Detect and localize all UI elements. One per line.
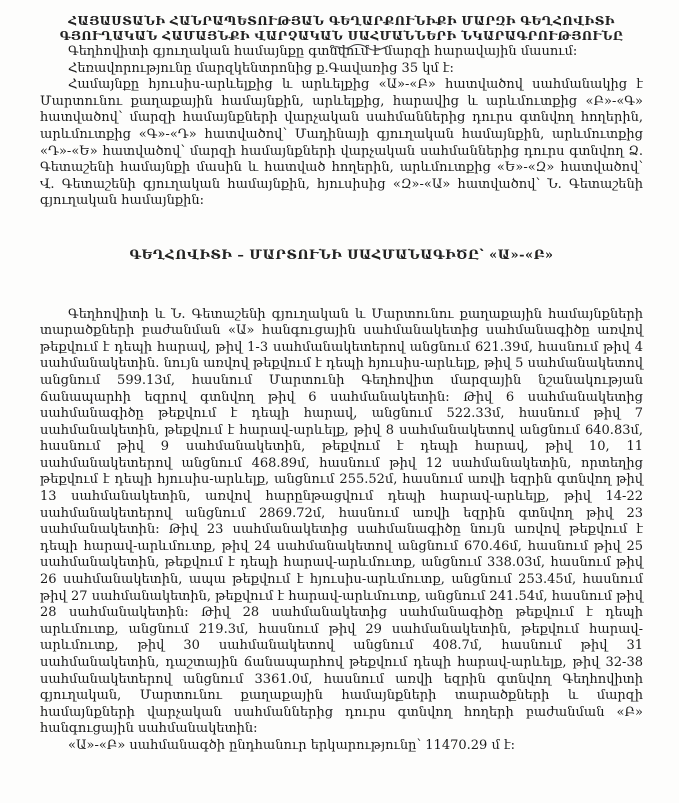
document-title-line1: ՀԱՅԱՍՏԱՆԻ ՀԱՆՐԱՊԵՏՈՒԹՅԱՆ ԳԵՂԱՐՔՈՒՆԻՔԻ ՄԱՐԶԻ ԳԵՂՀՈՎԻՏԻ xyxy=(68,14,615,28)
document-title xyxy=(40,14,643,44)
section-heading-boundary: ԳԵՂՀՈՎԻՏԻ – ՄԱՐՏՈՒՆԻ ՍԱՀՄԱՆԱԳԻԾԸ՝ «Ա»-«Բ» xyxy=(129,247,554,263)
paragraph-distance: Հեռավորությունը մարզկենտրոնից ք.Գավառից 35 կմ է: xyxy=(68,60,454,76)
handwritten-underline-mark xyxy=(330,42,390,52)
paragraph-boundary-description: Գեղհովիտի և Ն. Գետաշենի գյուղական և Մարտունու քաղաքային համայնքների տարածքների բաժանման «Ա» հանգուցային սահմանակետից սահմանագիծը առվով թեքվում է դեպի հարավ, թիվ 1-3 սահմանակետերով անցնում 621.39մ, հասնում թիվ 4 սահմանակետին. նույն առվով թեքվում է դեպի հյուսիս-արևելք, թիվ 5 սահմանակետով անցնում 599.13մ, հասնում Մարտունի Գեղհովիտ մարզային նշանակության ճանապարհի եզրով գտնվող թիվ 6 սահմանակետին: Թիվ 6 սահմանակետից սահմանագիծը թեքվում է դեպի հարավ, անցնում 522.33մ, հասնում թիվ 7 սահմանակետին, թեքվում է հարավ-արևելք, թիվ 8 սահմանակետով անցնում 640.83մ, հասնում թիվ 9 սահմանակետին, թեքվում է դեպի հարավ, թիվ 10, 11 սահմանակետերով անցնում 468.89մ, հասնում թիվ 12 սահմանակետին, որտեղից թեքվում է դեպի հյուսիս-արևելք, անցնում 255.52մ, հասնում առվի եզրին գտնվող թիվ 13 սահմանակետին, առվով հարընթացվում դեպի հարավ-արևելք, թիվ 14-22 սահմանակետերով անցնում 2869.72մ, հասնում առվի եզրին գտնվող թիվ 23 սահմանակետին: Թիվ 23 սահմանակետից սահմանագիծը նույն առվով թեքվում է դեպի հարավ-արևմուտք, թիվ 24 սահմանակետով անցնում 670.46մ, հասնում թիվ 25 սահմանակետին, թեքվում է դեպի հարավ-արևմուտք, անցնում 338.03մ, հասնում թիվ 26 սահմանակետին, ապա թեքվում է հյուսիս-արևմուտք, անցնում 253.45մ, հասնում թիվ 27 սահմանակետին, թեքվում է հարավ-արևմուտք, անցնում 241.54մ, հասնում թիվ 28 սահմանակետին: Թիվ 28 սահմանակետից սահմանագիծը թեքվում է դեպի արևմուտք, անցնում 219.3մ, հասնում թիվ 29 սահմանակետին, թեքվում հարավ-արևմուտք, թիվ 30 սահմանակետով անցնում 408.7մ, հասնում թիվ 31 սահմանակետին, դաշտային ճանապարհով թեքվում դեպի հարավ-արևելք, թիվ 32-38 սահմանակետերով անցնում 3361.0մ, հասնում առվի եզրին գտնվող Գեղհովիտի գյուղական, Մարտունու քաղաքային համայնքների տարածքների և մարզի համայնքների վարչական սահմաններից դուրս գտնվող հողերի բաժանման «Բ» հանգուցային սահմանակետին: xyxy=(40,306,643,737)
document-body xyxy=(40,44,643,755)
paragraph-adjacency: Համայնքը հյուսիս-արևելքից և արևելքից «Ա»-«Բ» հատվածով սահմանակից է Մարտունու քաղաքային համայնքին, արևելքից, հարավից և արևմուտքից «Բ»-«Գ» հատվածով՝ մարզի համայնքների վարչական սահմաններից դուրս գտնվող հողերին, արևմուտքից «Գ»-«Դ» հատվածով՝ Մադինայի գյուղական համայնքին, արևմուտքից «Դ»-«Ե» հատվածով՝ մարզի համայնքների վարչական սահմաններից դուրս գտնվող Ձ. Գետաշենի համայնքի մասին և հատված հողերին, արևմուտքից «Ե»-«Զ» հատվածով՝ Վ. Գետաշենի գյուղական համայնքին, հյուսիսից «Զ»-«Ա» հատվածով՝ Ն. Գետաշենի գյուղական համայնքին: xyxy=(40,77,643,209)
paragraph-location: Գեղհովիտի գյուղական համայնքը գտնվում է մարզի հարավային մասում: xyxy=(68,44,578,59)
document-title-line2: ԳՅՈՒՂԱԿԱՆ ՀԱՄԱՅՆՔԻ ՎԱՐՉԱԿԱՆ ՍԱՀՄԱՆՆԵՐԻ ՆԿԱՐԱԳՐՈՒԹՅՈՒՆԸ xyxy=(59,29,624,43)
paragraph-total-length: «Ա»-«Բ» սահմանագծի ընդհանուր երկարությունը՝ 11470.29 մ է: xyxy=(68,737,515,753)
